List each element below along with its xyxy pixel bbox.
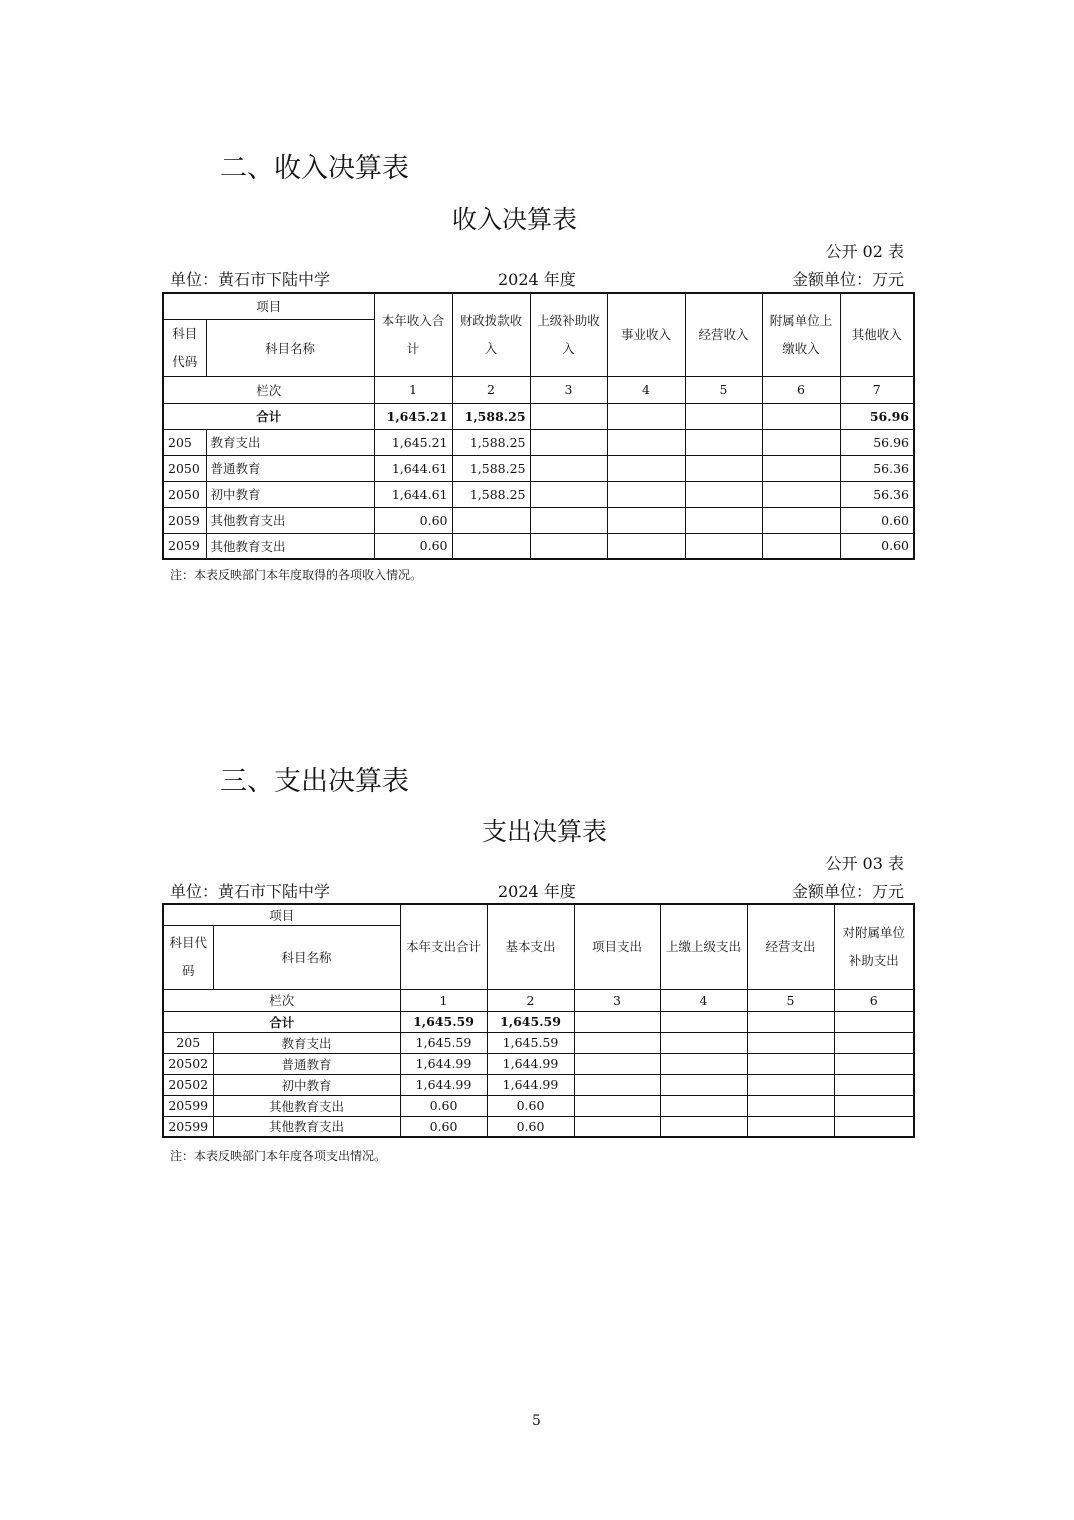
expense-total-value <box>747 1011 834 1032</box>
expense-header-col-3: 项目支出 <box>574 904 660 989</box>
table-row <box>163 1032 914 1053</box>
income-total-label: 合计 <box>163 403 374 429</box>
income-lane-num: 6 <box>762 376 840 403</box>
expense-row-name: 普通教育 <box>213 1053 400 1074</box>
expense-total-value <box>574 1011 660 1032</box>
income-header-col-2: 财政拨款收入 <box>452 293 530 376</box>
income-cell <box>530 481 607 507</box>
income-header-code: 科目代码 <box>163 319 206 376</box>
expense-row-code: 20502 <box>163 1053 213 1074</box>
income-table <box>162 292 915 560</box>
income-lane-num: 7 <box>840 376 914 403</box>
expense-cell: 1,645.59 <box>400 1032 487 1053</box>
table-row <box>163 1053 914 1074</box>
expense-year: 2024 年度 <box>498 882 576 901</box>
expense-header-col-2: 基本支出 <box>487 904 574 989</box>
income-header-col-6: 附属单位上缴收入 <box>762 293 840 376</box>
income-cell <box>607 481 685 507</box>
income-lane-num: 5 <box>685 376 762 403</box>
expense-cell: 0.60 <box>400 1095 487 1116</box>
income-row-name: 教育支出 <box>206 429 374 455</box>
expense-cell <box>574 1032 660 1053</box>
income-row-code: 2050 <box>163 455 206 481</box>
income-total-value <box>530 403 607 429</box>
income-header-col-7: 其他收入 <box>840 293 914 376</box>
expense-lane-label: 栏次 <box>163 989 400 1011</box>
expense-cell <box>660 1095 747 1116</box>
expense-row-code: 205 <box>163 1032 213 1053</box>
table-row <box>163 507 914 533</box>
income-form-number: 公开 02 表 <box>825 242 904 261</box>
expense-header-col-1: 本年支出合计 <box>400 904 487 989</box>
expense-cell <box>834 1095 914 1116</box>
expense-cell <box>834 1053 914 1074</box>
income-cell: 1,588.25 <box>452 429 530 455</box>
income-cell <box>452 507 530 533</box>
expense-lane-num: 1 <box>400 989 487 1011</box>
income-header-col-1: 本年收入合计 <box>374 293 452 376</box>
income-header-col-4: 事业收入 <box>607 293 685 376</box>
expense-cell <box>574 1074 660 1095</box>
income-cell <box>607 429 685 455</box>
expense-form-number: 公开 03 表 <box>825 854 904 873</box>
expense-total-value <box>660 1011 747 1032</box>
expense-cell <box>660 1053 747 1074</box>
income-cell <box>762 481 840 507</box>
income-cell <box>685 507 762 533</box>
expense-cell <box>660 1032 747 1053</box>
table-row <box>163 481 914 507</box>
expense-row-code: 20599 <box>163 1116 213 1137</box>
income-cell <box>685 533 762 559</box>
income-total-value: 1,588.25 <box>452 403 530 429</box>
income-cell: 56.96 <box>840 429 914 455</box>
expense-cell: 1,644.99 <box>400 1053 487 1074</box>
income-unit-label: 单位：黄石市下陆中学 <box>170 270 331 289</box>
expense-total-value: 1,645.59 <box>487 1011 574 1032</box>
income-lane-num: 3 <box>530 376 607 403</box>
expense-lane-num: 4 <box>660 989 747 1011</box>
income-total-value: 1,645.21 <box>374 403 452 429</box>
expense-header-col-4: 上缴上级支出 <box>660 904 747 989</box>
expense-header-name: 科目名称 <box>213 925 400 989</box>
income-header-col-3: 上级补助收入 <box>530 293 607 376</box>
income-cell: 1,588.25 <box>452 481 530 507</box>
table-row <box>163 533 914 559</box>
expense-row-name: 其他教育支出 <box>213 1116 400 1137</box>
income-total-value <box>762 403 840 429</box>
income-cell <box>762 507 840 533</box>
expense-row-code: 20599 <box>163 1095 213 1116</box>
expense-lane-num: 3 <box>574 989 660 1011</box>
income-total-row <box>163 403 914 429</box>
expense-cell <box>747 1053 834 1074</box>
expense-lane-num: 5 <box>747 989 834 1011</box>
expense-cell: 1,644.99 <box>487 1074 574 1095</box>
income-cell: 0.60 <box>374 507 452 533</box>
income-row-name: 其他教育支出 <box>206 507 374 533</box>
income-header-item: 项目 <box>163 293 374 319</box>
income-section-title: 二、收入决算表 <box>220 153 409 184</box>
table-row <box>163 455 914 481</box>
expense-cell <box>660 1074 747 1095</box>
income-cell: 1,588.25 <box>452 455 530 481</box>
income-amount-unit: 金额单位：万元 <box>791 270 904 289</box>
income-cell <box>762 455 840 481</box>
expense-cell: 0.60 <box>400 1116 487 1137</box>
expense-total-value: 1,645.59 <box>400 1011 487 1032</box>
income-cell <box>685 429 762 455</box>
table-row <box>163 1116 914 1137</box>
income-cell <box>452 533 530 559</box>
expense-total-value <box>834 1011 914 1032</box>
expense-header-code: 科目代码 <box>163 925 213 989</box>
income-cell: 0.60 <box>374 533 452 559</box>
expense-row-name: 初中教育 <box>213 1074 400 1095</box>
income-cell <box>530 507 607 533</box>
expense-header-item: 项目 <box>163 904 400 925</box>
income-lane-num: 4 <box>607 376 685 403</box>
table-row <box>163 1074 914 1095</box>
expense-cell <box>834 1032 914 1053</box>
expense-cell <box>747 1095 834 1116</box>
expense-cell: 0.60 <box>487 1095 574 1116</box>
income-header-name: 科目名称 <box>206 319 374 376</box>
expense-unit-label: 单位：黄石市下陆中学 <box>170 882 331 901</box>
income-cell <box>607 533 685 559</box>
expense-cell <box>834 1116 914 1137</box>
income-cell <box>762 533 840 559</box>
page-number: 5 <box>532 1413 541 1429</box>
income-row-code: 2050 <box>163 481 206 507</box>
expense-row-name: 其他教育支出 <box>213 1095 400 1116</box>
income-year: 2024 年度 <box>498 270 576 289</box>
expense-cell: 1,645.59 <box>487 1032 574 1053</box>
expense-cell <box>747 1032 834 1053</box>
expense-lane-num: 2 <box>487 989 574 1011</box>
income-cell: 0.60 <box>840 533 914 559</box>
income-cell: 1,645.21 <box>374 429 452 455</box>
income-cell <box>530 455 607 481</box>
expense-note: 注：本表反映部门本年度各项支出情况。 <box>170 1149 387 1163</box>
income-row-name: 初中教育 <box>206 481 374 507</box>
expense-cell <box>574 1053 660 1074</box>
expense-header-col-6: 对附属单位补助支出 <box>834 904 914 989</box>
expense-cell: 1,644.99 <box>400 1074 487 1095</box>
expense-cell <box>747 1074 834 1095</box>
table-row <box>163 429 914 455</box>
income-cell <box>685 481 762 507</box>
income-lane-label: 栏次 <box>163 376 374 403</box>
income-row-name: 普通教育 <box>206 455 374 481</box>
income-table-title: 收入决算表 <box>452 205 578 234</box>
income-cell <box>762 429 840 455</box>
income-total-value: 56.96 <box>840 403 914 429</box>
income-total-value <box>685 403 762 429</box>
income-total-value <box>607 403 685 429</box>
expense-cell <box>574 1095 660 1116</box>
income-row-code: 2059 <box>163 507 206 533</box>
income-cell: 56.36 <box>840 481 914 507</box>
expense-table <box>162 903 915 1138</box>
income-lane-num: 1 <box>374 376 452 403</box>
income-cell: 1,644.61 <box>374 481 452 507</box>
expense-section-title: 三、支出决算表 <box>220 766 409 797</box>
expense-cell <box>747 1116 834 1137</box>
expense-row-name: 教育支出 <box>213 1032 400 1053</box>
expense-cell <box>834 1074 914 1095</box>
income-row-code: 2059 <box>163 533 206 559</box>
income-cell: 56.36 <box>840 455 914 481</box>
expense-amount-unit: 金额单位：万元 <box>791 882 904 901</box>
expense-total-label: 合计 <box>163 1011 400 1032</box>
income-header-col-5: 经营收入 <box>685 293 762 376</box>
income-cell <box>530 429 607 455</box>
income-cell <box>530 533 607 559</box>
income-cell <box>607 455 685 481</box>
income-cell <box>607 507 685 533</box>
expense-cell <box>574 1116 660 1137</box>
income-row-name: 其他教育支出 <box>206 533 374 559</box>
income-note: 注：本表反映部门本年度取得的各项收入情况。 <box>170 568 423 582</box>
expense-cell: 0.60 <box>487 1116 574 1137</box>
expense-row-code: 20502 <box>163 1074 213 1095</box>
income-cell: 0.60 <box>840 507 914 533</box>
income-cell <box>685 455 762 481</box>
expense-total-row <box>163 1011 914 1032</box>
expense-header-col-5: 经营支出 <box>747 904 834 989</box>
expense-lane-num: 6 <box>834 989 914 1011</box>
expense-cell: 1,644.99 <box>487 1053 574 1074</box>
income-lane-num: 2 <box>452 376 530 403</box>
table-row <box>163 1095 914 1116</box>
expense-cell <box>660 1116 747 1137</box>
income-cell: 1,644.61 <box>374 455 452 481</box>
income-row-code: 205 <box>163 429 206 455</box>
expense-table-title: 支出决算表 <box>482 817 608 846</box>
